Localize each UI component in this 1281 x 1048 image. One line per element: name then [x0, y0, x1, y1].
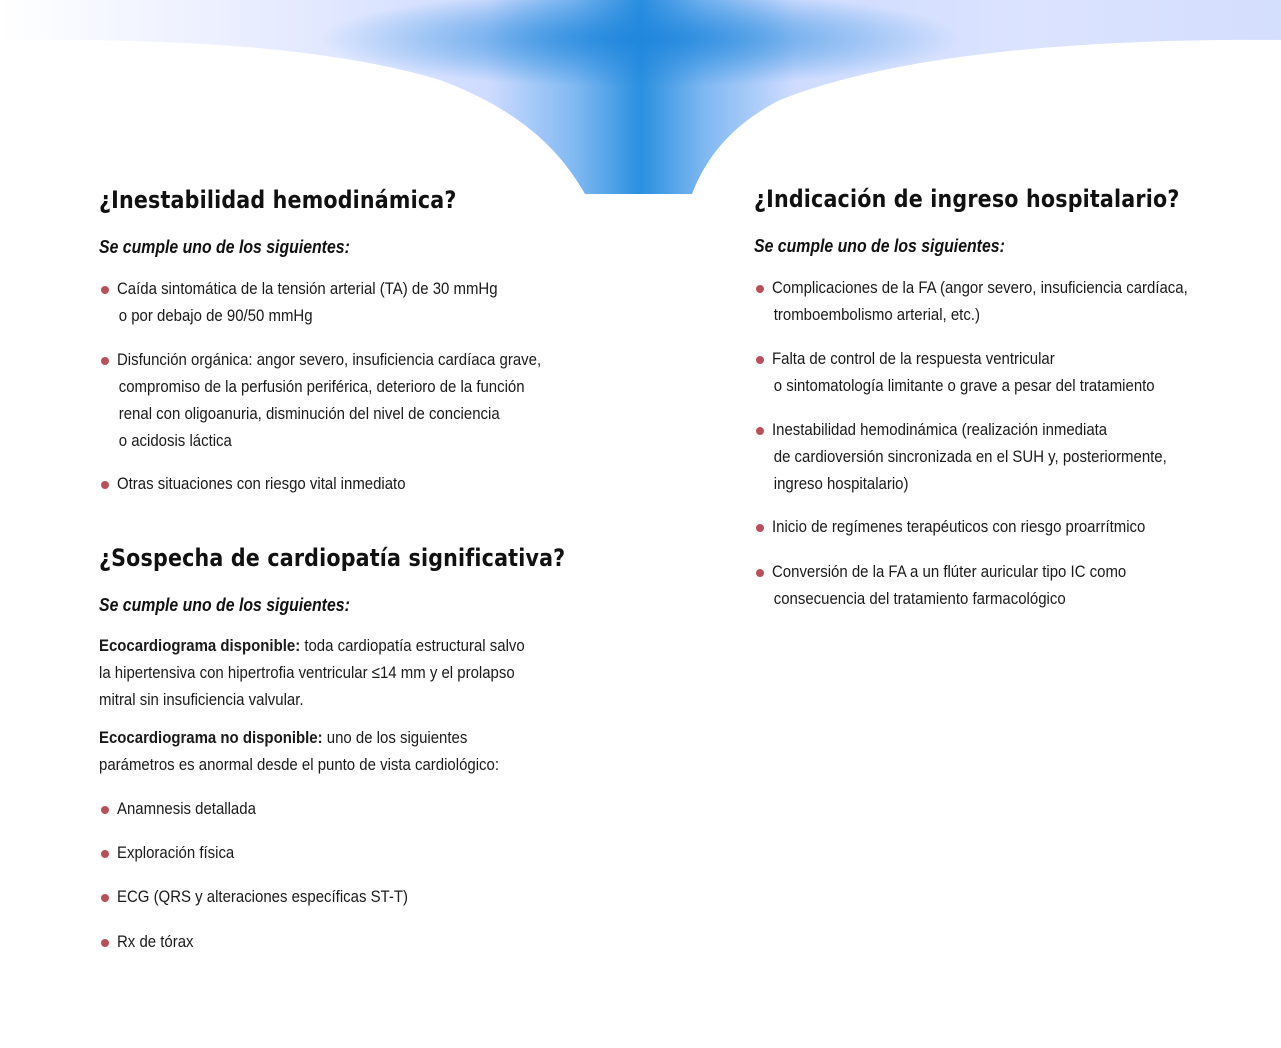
echo-available-paragraph: Ecocardiograma disponible: toda cardiopatía estructural salvo la hipertensiva con hipertrofia ventricular ≤14 mm y el prolapso mitral sin insuficiencia valvular.	[99, 636, 525, 709]
bullet-icon	[101, 806, 109, 814]
bullet-icon	[756, 569, 764, 577]
bullet-icon	[756, 427, 764, 435]
bullet-icon	[101, 850, 109, 858]
bullet-icon	[101, 939, 109, 947]
bullet-icon	[756, 356, 764, 364]
header-gradient-art	[0, 0, 1281, 200]
bullet-icon	[101, 286, 109, 294]
section-title-hemodynamic-instability: ¿Inestabilidad hemodinámica?	[99, 186, 457, 214]
echo-unavailable-paragraph: Ecocardiograma no disponible: uno de los siguientes parámetros es anormal desde el punto de vista cardiológico:	[99, 728, 500, 774]
bullet-icon	[756, 285, 764, 293]
bullet-icon	[756, 524, 764, 532]
section-title-hospital-admission: ¿Indicación de ingreso hospitalario?	[754, 185, 1180, 213]
bullet-icon	[101, 481, 109, 489]
section-subtitle: Se cumple uno de los siguientes:	[99, 595, 350, 615]
section-subtitle: Se cumple uno de los siguientes:	[99, 237, 350, 257]
section-title-suspected-heart-disease: ¿Sospecha de cardiopatía significativa?	[99, 544, 566, 572]
section-subtitle: Se cumple uno de los siguientes:	[754, 236, 1005, 256]
bullet-icon	[101, 357, 109, 365]
bullet-icon	[101, 894, 109, 902]
